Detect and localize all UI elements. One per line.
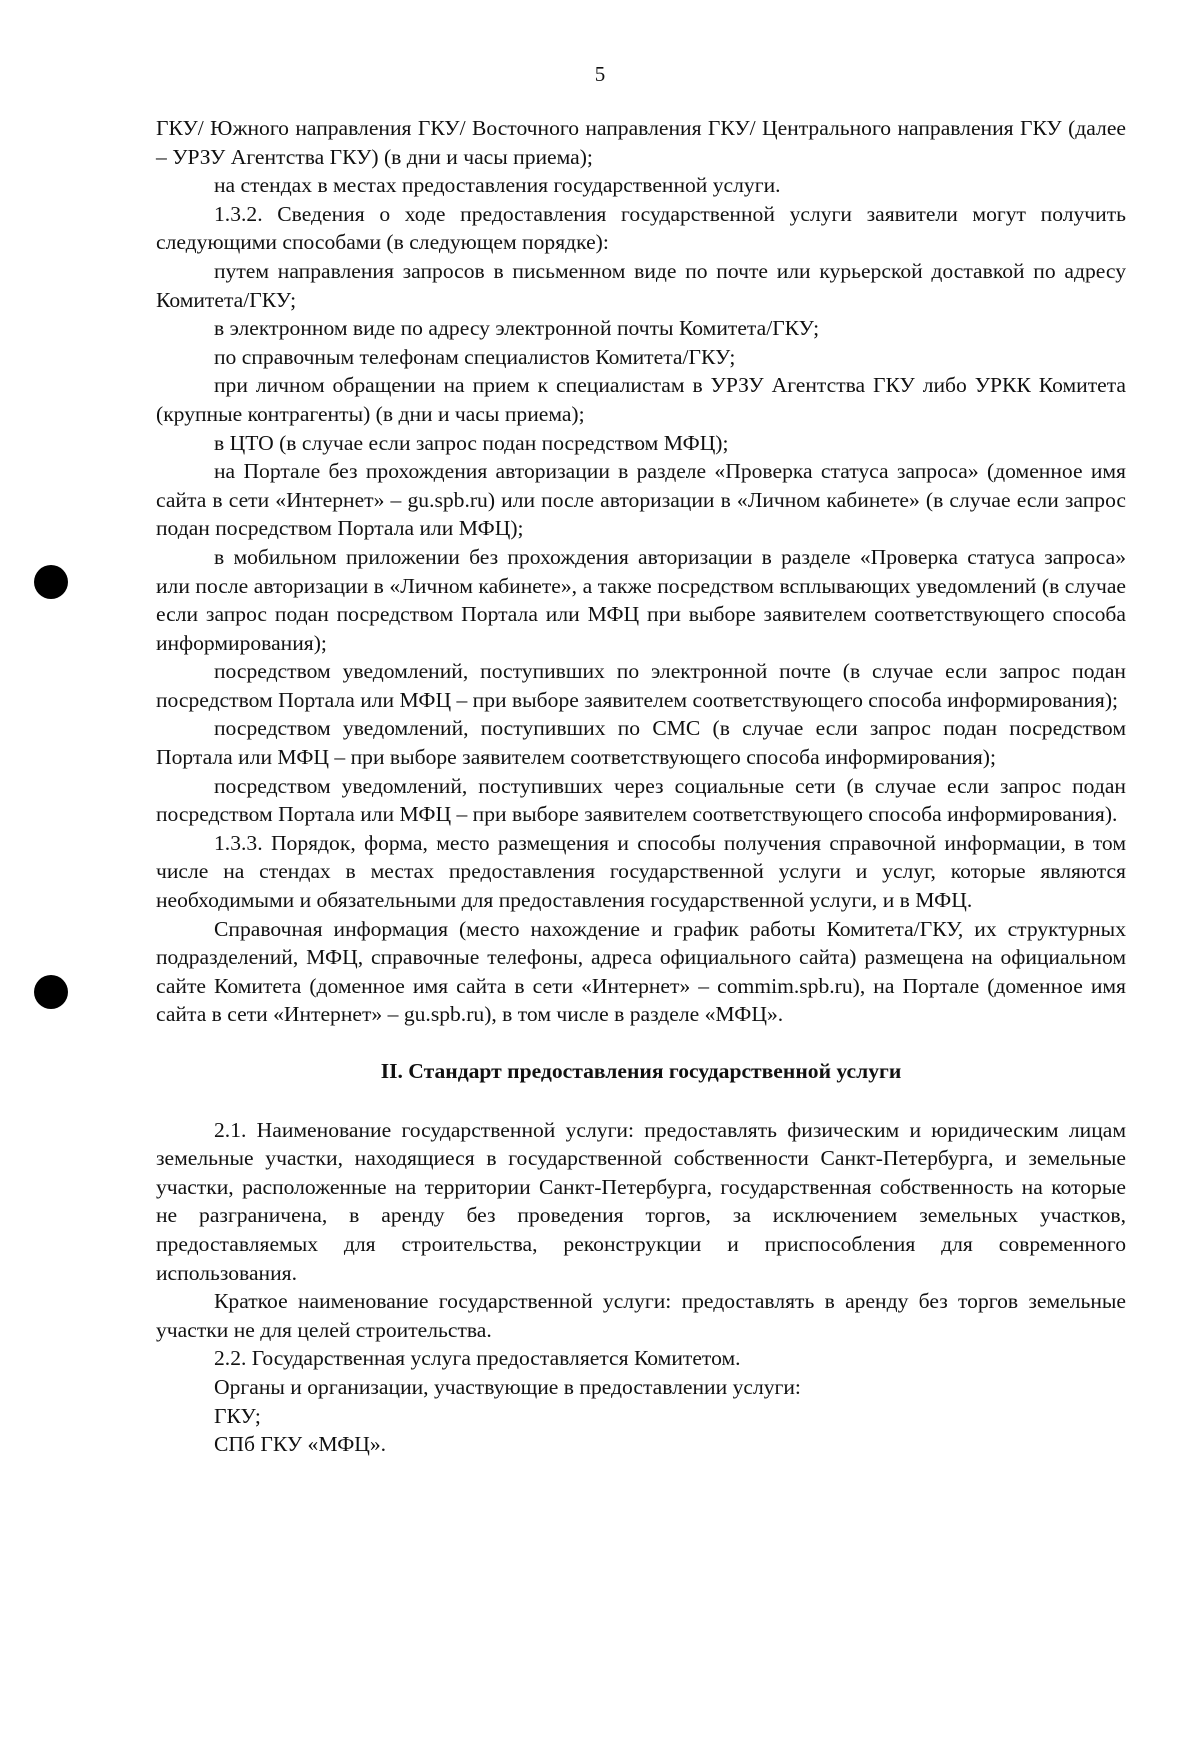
- paragraph: 1.3.2. Сведения о ходе предоставления государственной услуги заявители могут получить следующими способами (в следующем порядке):: [156, 201, 1126, 255]
- document-body: [156, 114, 1126, 1459]
- paragraph: посредством уведомлений, поступивших через социальные сети (в случае если запрос подан посредством Портала или МФЦ – при выборе заявителем соответствующего способа информирования).: [156, 773, 1126, 827]
- paragraph: в мобильном приложении без прохождения авторизации в разделе «Проверка статуса запроса» или после авторизации в «Личном кабинете», а также посредством всплывающих уведомлений (в случае если запрос подан посредством Портала или МФЦ при выборе заявителем соответствующего способа информирования);: [156, 544, 1126, 655]
- paragraph: на Портале без прохождения авторизации в разделе «Проверка статуса запроса» (доменное имя сайта в сети «Интернет» – gu.spb.ru) или после авторизации в «Личном кабинете» (в случае если запрос подан посредством Портала или МФЦ);: [156, 459, 1126, 541]
- section-heading: II. Стандарт предоставления государственной услуги: [380, 1059, 902, 1083]
- paragraph: при личном обращении на прием к специалистам в УРЗУ Агентства ГКУ либо УРКК Комитета (крупные контрагенты) (в дни и часы приема);: [156, 373, 1126, 426]
- paragraph: по справочным телефонам специалистов Комитета/ГКУ;: [214, 344, 736, 369]
- paragraph: 2.2. Государственная услуга предоставляется Комитетом.: [214, 1346, 741, 1371]
- paragraph: Справочная информация (место нахождение и график работы Комитета/ГКУ, их структурных подразделений, МФЦ, справочные телефоны, адреса официального сайта) размещена на официальном сайте Комитета (доменное имя сайта в сети «Интернет» – commim.spb.ru), на Портале (доменное имя сайта в сети «Интернет» – gu.spb.ru), в том числе в разделе «МФЦ».: [156, 916, 1126, 1027]
- paragraph: 1.3.3. Порядок, форма, место размещения и способы получения справочной информации, в том числе на стендах в местах предоставления государственной услуги и услуг, которые являются необходимыми и обязательными для предоставления государственной услуги, и в МФЦ.: [156, 830, 1126, 913]
- paragraph: в электронном виде по адресу электронной почты Комитета/ГКУ;: [214, 316, 820, 341]
- paragraph: путем направления запросов в письменном виде по почте или курьерской доставкой по адресу Комитета/ГКУ;: [156, 258, 1126, 312]
- paragraph: посредством уведомлений, поступивших по СМС (в случае если запрос подан посредством Портала или МФЦ – при выборе заявителем соответствующего способа информирования);: [156, 716, 1126, 770]
- paragraph: 2.1. Наименование государственной услуги: предоставлять физическим и юридическим лицам земельные участки, находящиеся в государственной собственности Санкт-Петербурга, и земельные участки, расположенные на территории Санкт-Петербурга, государственная собственность на которые не разграничена, в аренду без проведения торгов, за исключением земельных участков, предоставляемых для строительства, реконструкции и приспособления для современного использования.: [156, 1117, 1126, 1285]
- paragraph: СПб ГКУ «МФЦ».: [214, 1432, 387, 1457]
- punch-hole-upper: [34, 565, 68, 599]
- page-number: 5: [594, 62, 606, 86]
- paragraph: ГКУ;: [214, 1403, 261, 1428]
- paragraph: Органы и организации, участвующие в предоставлении услуги:: [214, 1374, 801, 1399]
- paragraph: Краткое наименование государственной услуги: предоставлять в аренду без торгов земельные участки не для целей строительства.: [156, 1289, 1126, 1342]
- paragraph: ГКУ/ Южного направления ГКУ/ Восточного направления ГКУ/ Центрального направления ГКУ (далее – УРЗУ Агентства ГКУ) (в дни и часы приема);: [156, 116, 1126, 169]
- paragraph: посредством уведомлений, поступивших по электронной почте (в случае если запрос подан посредством Портала или МФЦ – при выборе заявителем соответствующего способа информирования);: [156, 659, 1126, 712]
- paragraph: на стендах в местах предоставления государственной услуги.: [214, 173, 781, 198]
- paragraph: в ЦТО (в случае если запрос подан посредством МФЦ);: [214, 430, 729, 455]
- punch-hole-lower: [34, 975, 68, 1009]
